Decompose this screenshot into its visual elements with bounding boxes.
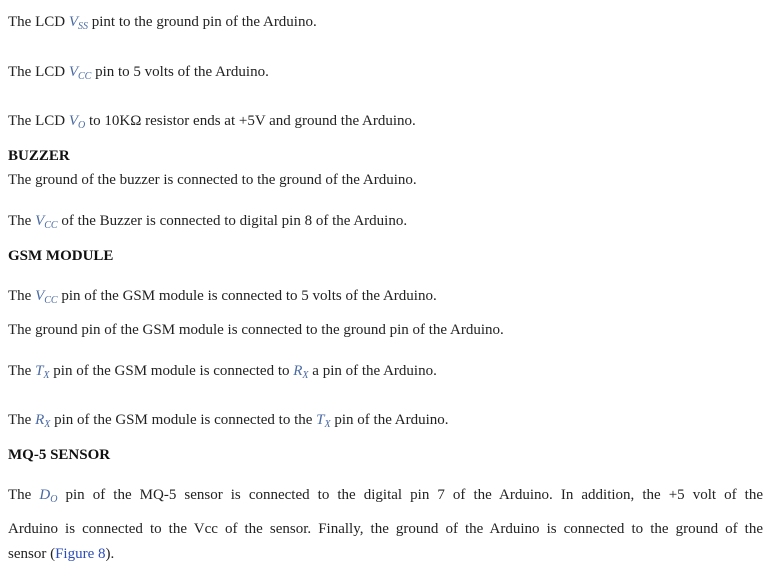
gsm-vcc-line	[8, 286, 437, 311]
text: ).	[105, 546, 115, 562]
symbol: V	[35, 288, 45, 304]
text: The	[8, 363, 36, 379]
subscript: X	[44, 419, 51, 430]
symbol: D	[39, 487, 51, 503]
text: pin to 5 volts of the Arduino.	[91, 64, 269, 80]
text: pin of the GSM module is connected to 5 volts of the Arduino.	[57, 288, 437, 304]
subscript: O	[50, 494, 58, 505]
symbol: R	[293, 363, 303, 379]
math-symbol	[39, 487, 57, 503]
text: The LCD	[8, 64, 69, 80]
text: pin of the GSM module is connected to	[49, 363, 294, 379]
symbol: T	[316, 412, 325, 428]
text: pin of the Arduino.	[330, 412, 449, 428]
text: The	[8, 288, 36, 304]
math-symbol	[35, 363, 49, 379]
lcd-vo-line	[8, 111, 416, 136]
math-symbol	[316, 412, 330, 428]
text: The	[8, 412, 36, 428]
symbol: V	[68, 64, 78, 80]
mq5-heading: MQ-5 SENSOR	[8, 447, 111, 463]
text: pin of the MQ-5 sensor is connected to the digital pin 7 of the Arduino. In addition, the +5 volt of the	[57, 487, 763, 503]
buzzer-heading: BUZZER	[8, 148, 70, 164]
text: The LCD	[8, 14, 69, 30]
text: pint to the ground pin of the Arduino.	[88, 14, 317, 30]
mq5-paragraph-line-1	[8, 485, 763, 510]
math-symbol	[69, 64, 92, 80]
subscript: X	[302, 370, 309, 381]
gsm-tx-line	[8, 361, 437, 386]
subscript: O	[78, 120, 86, 131]
gsm-heading: GSM MODULE	[8, 248, 114, 264]
gsm-rx-line	[8, 410, 449, 435]
text: The	[8, 487, 40, 503]
mq5-paragraph-line-3	[8, 544, 114, 564]
math-symbol	[35, 288, 58, 304]
lcd-vcc-line	[8, 62, 269, 87]
text: The	[8, 213, 36, 229]
gsm-ground-line: The ground pin of the GSM module is connected to the ground pin of the Arduino.	[8, 322, 504, 338]
subscript: CC	[44, 220, 58, 231]
math-symbol	[293, 363, 308, 379]
buzzer-vcc-line	[8, 211, 407, 236]
text: The LCD	[8, 113, 69, 129]
buzzer-ground-line: The ground of the buzzer is connected to the ground of the Arduino.	[8, 172, 417, 188]
math-symbol	[69, 113, 85, 129]
figure-8-link[interactable]: Figure 8	[55, 546, 106, 562]
subscript: X	[324, 419, 331, 430]
subscript: CC	[44, 295, 58, 306]
text: to 10KΩ resistor ends at +5V and ground the Arduino.	[85, 113, 416, 129]
text: of the Buzzer is connected to digital pin 8 of the Arduino.	[57, 213, 408, 229]
symbol: R	[35, 412, 45, 428]
lcd-vss-line	[8, 12, 317, 37]
subscript: X	[43, 370, 50, 381]
subscript: CC	[78, 71, 92, 82]
symbol: T	[35, 363, 44, 379]
math-symbol	[35, 213, 58, 229]
text: sensor (	[8, 546, 56, 562]
math-symbol	[35, 412, 50, 428]
symbol: V	[68, 14, 78, 30]
symbol: V	[35, 213, 45, 229]
mq5-paragraph-line-2: Arduino is connected to the Vcc of the sensor. Finally, the ground of the Arduino is connected to the ground of the	[8, 521, 763, 537]
symbol: V	[68, 113, 78, 129]
math-symbol	[69, 14, 88, 30]
text: a pin of the Arduino.	[308, 363, 437, 379]
text: pin of the GSM module is connected to the	[50, 412, 317, 428]
subscript: SS	[78, 21, 88, 32]
